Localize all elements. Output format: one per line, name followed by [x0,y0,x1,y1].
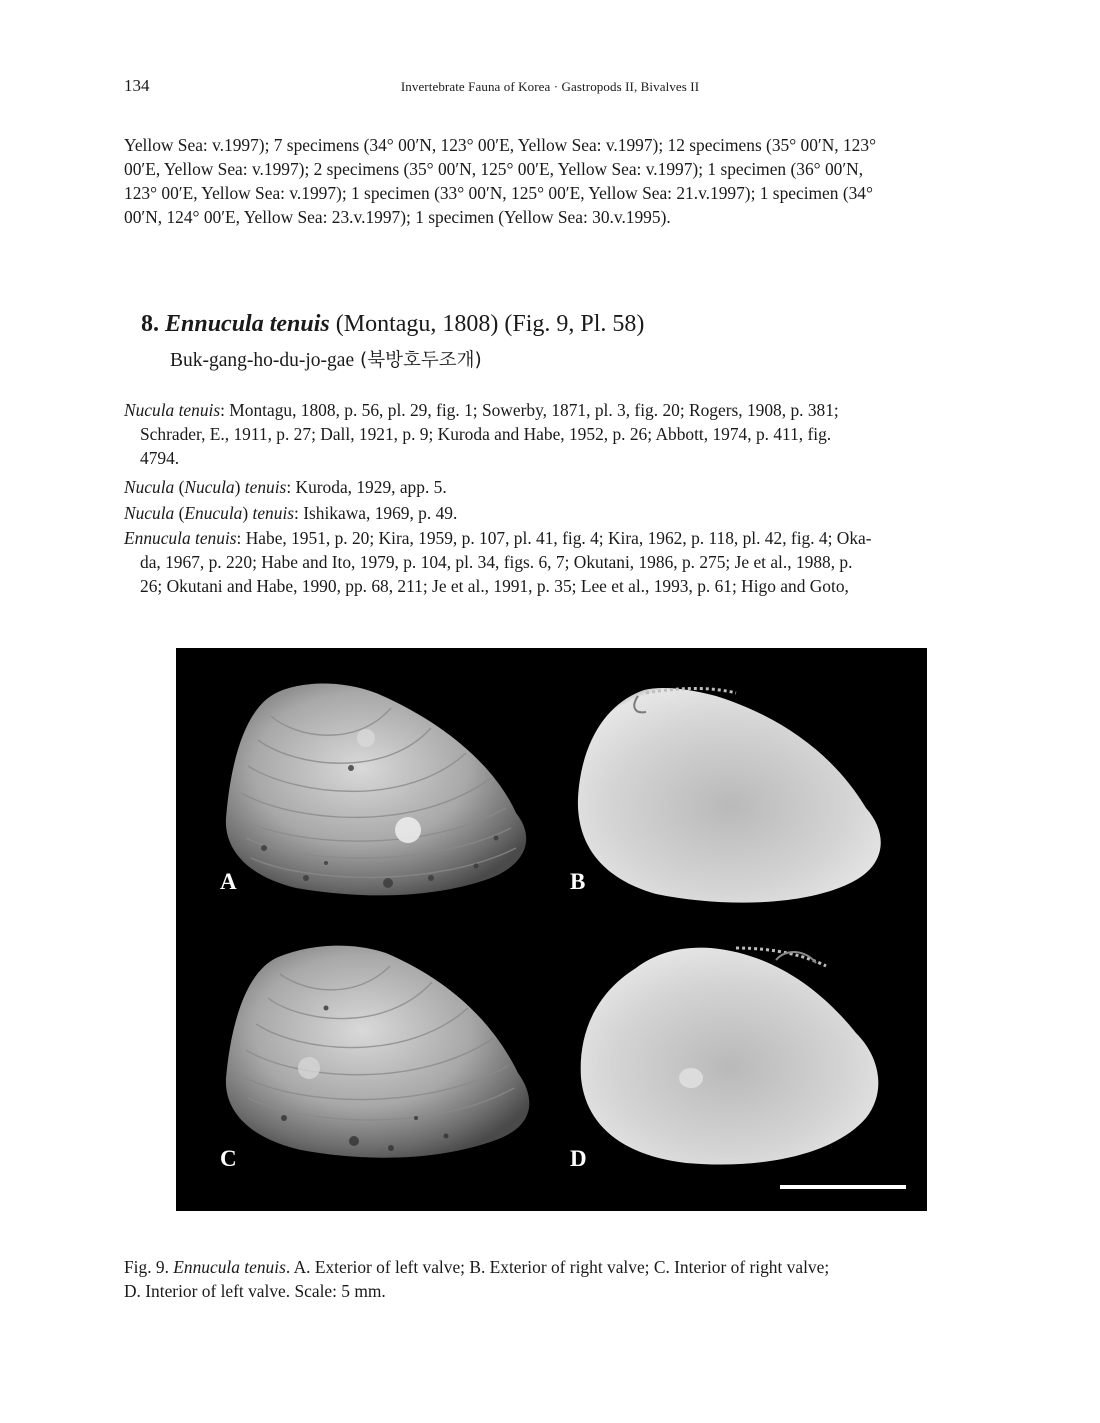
synonymy-entry [124,526,976,598]
running-head: Invertebrate Fauna of Korea · Gastropods II, Bivalves II [400,79,700,94]
synonym-subgenus: Enucula [184,503,243,523]
shell-panel-c [226,946,529,1158]
synonym-name: Ennucula tenuis [124,528,237,548]
caption-prefix: Fig. 9. [124,1257,169,1277]
scale-bar [780,1185,906,1189]
shell-panel-a [226,684,526,896]
synonym-epithet: tenuis [244,477,287,497]
synonym-citation: : Kuroda, 1929, app. 5. [286,477,447,497]
panel-label-b: B [570,869,586,894]
shell-panel-d [581,948,879,1165]
panel-label-d: D [570,1146,587,1171]
figure-9-plate [176,648,927,1211]
synonym-genus: Nucula [124,477,175,497]
page-number: 134 [124,76,150,95]
korean-hangul: (북방호두조개) [360,350,482,371]
text-line: 00′N, 124° 00′E, Yellow Sea: 23.v.1997); 1 specimen (Yellow Sea: 30.v.1995). [124,207,671,227]
figure-caption [124,1255,976,1303]
synonym-citation: da, 1967, p. 220; Habe and Ito, 1979, p. 104, pl. 34, figs. 6, 7; Okutani, 1986, p. 275; Je et al., 1988, p. [140,552,853,572]
species-name: Ennucula tenuis [165,311,330,337]
text-line: 00′E, Yellow Sea: v.1997); 2 specimens (35° 00′N, 125° 00′E, Yellow Sea: v.1997); 1 specimen (36° 00′N, [124,159,864,179]
continued-paragraph [124,133,976,229]
synonym-genus: Nucula [124,503,175,523]
synonym-citation: : Habe, 1951, p. 20; Kira, 1959, p. 107, pl. 41, fig. 4; Kira, 1962, p. 118, pl. 42, fig. 4; Oka- [236,528,872,548]
text-line: 123° 00′E, Yellow Sea: v.1997); 1 specimen (33° 00′N, 125° 00′E, Yellow Sea: 21.v.1997); 1 specimen (34° [124,183,873,203]
panel-label-c: C [220,1146,237,1171]
synonym-citation: 26; Okutani and Habe, 1990, pp. 68, 211; Je et al., 1991, p. 35; Lee et al., 1993, p. 61; Higo and Goto, [140,576,849,596]
shell-panel-b [578,688,881,903]
panel-label-a: A [220,869,237,894]
shell-photographs [176,648,927,1211]
synonym-subgenus: Nucula [184,477,235,497]
synonym-name: Nucula tenuis [124,400,221,420]
synonym-citation: Schrader, E., 1911, p. 27; Dall, 1921, p. 9; Kuroda and Habe, 1952, p. 26; Abbott, 1974, p. 411, fig. [140,424,832,444]
synonym-citation: : Ishikawa, 1969, p. 49. [294,503,458,523]
synonymy-entry [124,398,976,470]
species-number: 8. [141,311,159,337]
caption-species: Ennucula tenuis [173,1257,286,1277]
caption-text: . A. Exterior of left valve; B. Exterior of right valve; C. Interior of right valve; [285,1257,830,1277]
synonym-citation: 4794. [140,448,180,468]
korean-name [170,346,482,372]
species-authority: (Montagu, 1808) (Fig. 9, Pl. 58) [329,311,645,337]
caption-text: D. Interior of left valve. Scale: 5 mm. [124,1281,386,1301]
synonymy-entry: Nucula (Nucula) tenuis: Kuroda, 1929, app. 5. [124,477,447,497]
synonym-epithet: tenuis [252,503,295,523]
synonym-citation: : Montagu, 1808, p. 56, pl. 29, fig. 1; Sowerby, 1871, pl. 3, fig. 20; Rogers, 1908, p. 381; [220,400,839,420]
synonymy-entry: Nucula (Enucula) tenuis: Ishikawa, 1969, p. 49. [124,503,458,523]
species-heading [141,311,644,338]
korean-romanized: Buk-gang-ho-du-jo-gae [170,350,355,371]
text-line: Yellow Sea: v.1997); 7 specimens (34° 00′N, 123° 00′E, Yellow Sea: v.1997); 12 specimens (35° 00′N, 123° [124,135,877,155]
